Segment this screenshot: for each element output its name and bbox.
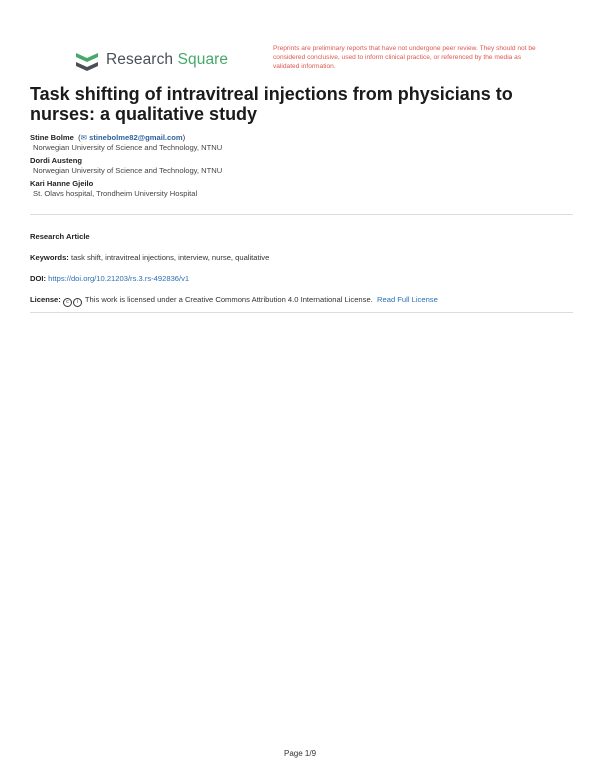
doi-row — [30, 274, 570, 284]
header — [74, 44, 544, 76]
license-label: License: — [30, 295, 61, 304]
cc-icon: c — [63, 298, 72, 307]
author-affiliation: St. Olavs hospital, Trondheim University Hospital — [33, 189, 198, 198]
keywords-row — [30, 253, 570, 263]
author-2 — [30, 156, 570, 166]
email-wrapper: (✉ stinebolme82@gmail.com) — [76, 133, 186, 142]
author-1 — [30, 133, 570, 143]
doi-link[interactable]: https://doi.org/10.21203/rs.3.rs-492836/v1 — [48, 274, 190, 283]
article-type-label: Research Article — [30, 232, 90, 241]
mail-icon: ✉ — [80, 133, 88, 142]
author-name: Kari Hanne Gjeilo — [30, 179, 94, 188]
preprint-notice: Preprints are preliminary reports that have not undergone peer review. They should not be considered conclusive, used to inform clinical practice, or referenced by the media as validated information. — [273, 45, 536, 70]
author-email-link[interactable]: stinebolme82@gmail.com — [89, 133, 183, 142]
keywords-value: task shift, intravitreal injections, interview, nurse, qualitative — [70, 253, 270, 262]
logo-text-research: Research — [106, 51, 174, 68]
author-name: Dordi Austeng — [30, 156, 83, 165]
keywords-label: Keywords: — [30, 253, 69, 262]
author-3 — [30, 179, 570, 189]
author-affiliation: Norwegian University of Science and Technology, NTNU — [33, 166, 223, 175]
page-number: Page 1/9 — [283, 749, 317, 758]
article-type — [30, 232, 570, 242]
read-full-license-link[interactable]: Read Full License — [377, 295, 438, 304]
logo-text — [106, 51, 228, 69]
doi-label: DOI: — [30, 274, 47, 283]
author-list — [30, 133, 570, 202]
research-square-logo-icon — [74, 49, 100, 71]
author-affiliation: Norwegian University of Science and Technology, NTNU — [33, 143, 223, 152]
by-icon: i — [73, 298, 82, 307]
license-text: This work is licensed under a Creative Commons Attribution 4.0 International License. — [84, 295, 373, 304]
license-row — [30, 295, 570, 307]
logo-text-square: Square — [177, 51, 229, 68]
paper-title: Task shifting of intravitreal injections from physicians to nurses: a qualitative study — [30, 84, 513, 124]
divider — [30, 312, 573, 313]
divider — [30, 214, 573, 215]
author-name: Stine Bolme — [30, 133, 74, 142]
research-square-logo[interactable] — [74, 46, 228, 74]
